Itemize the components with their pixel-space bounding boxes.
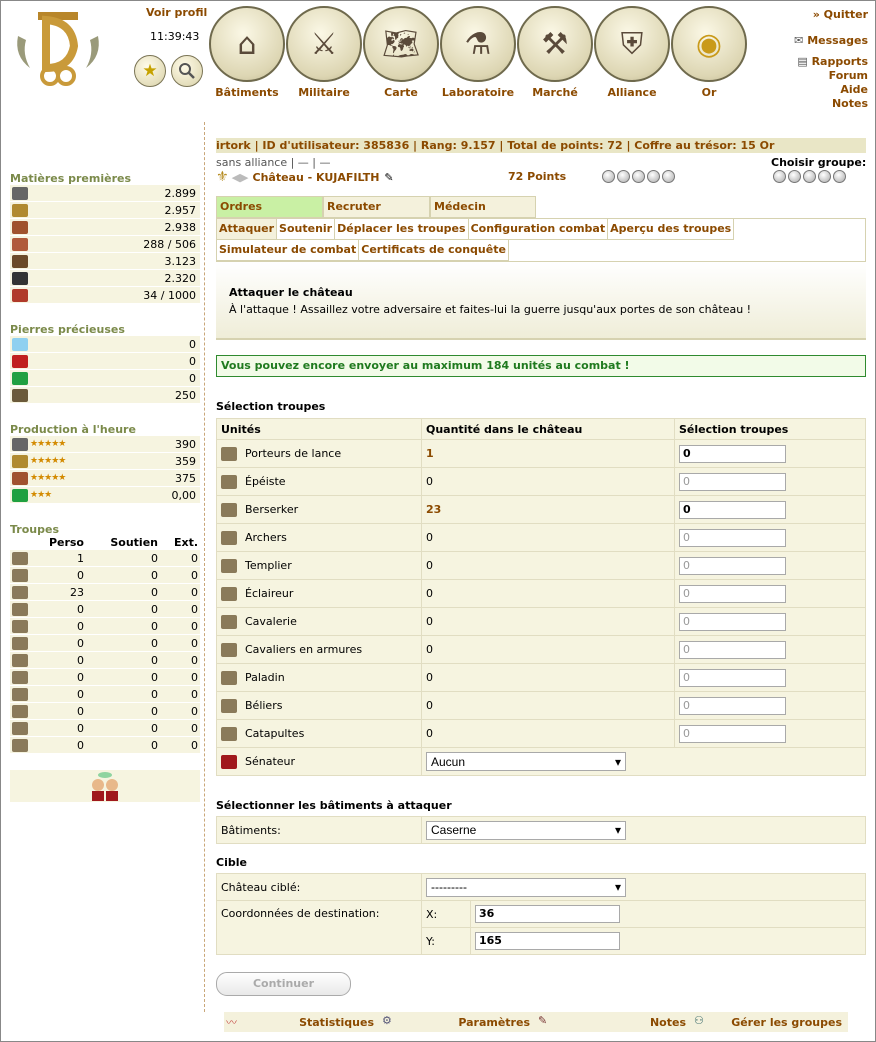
stars-rating: ★★★ [30, 490, 52, 500]
senator-row [217, 748, 866, 776]
help-link[interactable]: Aide [840, 83, 868, 96]
unit-quantity: 0 [426, 559, 433, 572]
subtab-simulateur[interactable]: Simulateur de combat [217, 240, 359, 261]
troop-count: 0 [191, 636, 198, 650]
units-table [216, 418, 866, 776]
coords-label: Coordonnées de destination: [217, 901, 422, 955]
resource-row [10, 387, 200, 403]
unit-selection-input[interactable]: 0 [679, 473, 786, 491]
nav-5[interactable] [593, 6, 671, 99]
troop-selection-title: Sélection troupes [216, 400, 326, 413]
resource-row [10, 270, 200, 286]
production-title: Production à l'heure [10, 423, 136, 436]
forum-link[interactable]: Forum [828, 69, 868, 82]
troop-icon [12, 722, 28, 735]
unit-row [217, 692, 866, 720]
unit-quantity: 0 [426, 643, 433, 656]
resource-icon [12, 238, 28, 251]
troop-count: 0 [191, 602, 198, 616]
description-text: À l'attaque ! Assaillez votre adversaire et faites-lui la guerre jusqu'aux portes de son château ! [229, 303, 752, 316]
tab-ordres[interactable]: Ordres [216, 196, 323, 218]
buildings-select[interactable]: Caserne ▾ [426, 821, 626, 840]
troop-icon [12, 569, 28, 582]
resource-icon [12, 438, 28, 451]
footer-bar [224, 1012, 848, 1032]
target-castle-select[interactable]: --------- ▾ [426, 878, 626, 897]
y-label: Y: [422, 928, 471, 955]
unit-row [217, 440, 866, 468]
unit-row [217, 664, 866, 692]
unit-selection-input[interactable]: 0 [679, 585, 786, 603]
troop-count: 0 [77, 704, 84, 718]
unit-row [217, 496, 866, 524]
nav-label[interactable]: Alliance [607, 86, 657, 99]
troop-count: 23 [70, 585, 84, 599]
subtab-soutenir[interactable]: Soutenir [277, 219, 335, 240]
resource-value: 390 [175, 437, 196, 451]
troop-count: 0 [151, 670, 158, 684]
unit-row [217, 608, 866, 636]
unit-quantity[interactable]: 1 [426, 447, 434, 460]
x-coordinate-input[interactable]: 36 [475, 905, 620, 923]
troop-icon [12, 637, 28, 650]
troop-row [10, 686, 200, 702]
group-circles[interactable] [773, 170, 848, 186]
resource-row [10, 219, 200, 235]
footer-groups-link[interactable]: Gérer les groupes [731, 1015, 842, 1029]
unit-name: Archers [245, 530, 287, 544]
troop-icon [12, 705, 28, 718]
advisors-icon [88, 771, 122, 801]
resource-value: 250 [175, 388, 196, 402]
resource-value: 359 [175, 454, 196, 468]
game-logo[interactable] [10, 6, 106, 88]
resource-row [10, 353, 200, 369]
resource-value: 0 [189, 371, 196, 385]
senator-select[interactable]: Aucun ▾ [426, 752, 626, 771]
unit-icon [221, 531, 237, 545]
unit-row [217, 524, 866, 552]
troops-title: Troupes [10, 523, 59, 536]
sub-tabs [216, 218, 866, 262]
crossed-swords-icon: ⚔ [310, 26, 338, 62]
buildings-label: Bâtiments: [217, 817, 422, 844]
shield-icon: ⛨ [620, 26, 644, 62]
resource-icon [12, 272, 28, 285]
nav-label[interactable]: Laboratoire [441, 86, 515, 99]
settings-icon: ⚙ [382, 1014, 392, 1027]
unit-selection-input[interactable]: 0 [679, 725, 786, 743]
troop-count: 0 [151, 653, 158, 667]
magnifier-icon [178, 62, 196, 80]
resource-icon [12, 187, 28, 200]
column-separator [204, 122, 205, 1012]
stars-rating: ★★★★★ [30, 439, 66, 449]
resource-value: 2.957 [164, 203, 196, 217]
troop-count: 0 [151, 721, 158, 735]
resource-icon [12, 489, 28, 502]
sidebar [10, 170, 200, 802]
notes-icon: ✎ [538, 1014, 548, 1027]
unit-row [217, 580, 866, 608]
x-label: X: [422, 901, 471, 928]
unit-icon [221, 447, 237, 461]
troop-count: 0 [191, 704, 198, 718]
choose-group-label: Choisir groupe: [771, 156, 867, 169]
resource-row [10, 370, 200, 386]
resource-row [10, 470, 200, 486]
senator-icon [221, 755, 237, 769]
top-links [794, 8, 868, 111]
stars-rating: ★★★★★ [30, 456, 66, 466]
units-header-row: Unités Quantité dans le château Sélection troupes [217, 419, 866, 440]
tab-medecin[interactable]: Médecin [430, 196, 536, 218]
unit-name: Paladin [245, 670, 285, 684]
subtab-apercu[interactable]: Aperçu des troupes [608, 219, 734, 240]
resource-icon [12, 338, 28, 351]
troop-row [10, 737, 200, 753]
server-clock: 11:39:43 [150, 30, 200, 43]
castle-points: 72 Points [508, 170, 567, 183]
troop-row [10, 584, 200, 600]
resource-row [10, 453, 200, 469]
unit-selection-input[interactable]: 0 [679, 445, 786, 463]
troop-row [10, 550, 200, 566]
unit-icon [221, 727, 237, 741]
notes-link[interactable]: Notes [831, 97, 868, 110]
resource-value: 0,00 [171, 488, 196, 502]
resource-value: 375 [175, 471, 196, 485]
troop-count: 0 [151, 636, 158, 650]
troop-row [10, 652, 200, 668]
nav-label[interactable]: Marché [532, 86, 578, 99]
unit-name: Berserker [245, 502, 299, 516]
resource-row [10, 287, 200, 303]
dropdown-arrow-icon: ▾ [614, 823, 621, 837]
unit-icon [221, 475, 237, 489]
troops-header: Perso Soutien Ext. [48, 536, 198, 549]
unit-quantity: 0 [426, 615, 433, 628]
reports-icon: ▤ [797, 55, 808, 68]
unit-icon [221, 615, 237, 629]
resource-icon [12, 389, 28, 402]
target-form [216, 873, 866, 955]
nav-1[interactable] [285, 6, 363, 99]
unit-quantity: 0 [426, 475, 433, 488]
resource-value: 2.320 [164, 271, 196, 285]
gold-coin-icon: ◉ [695, 26, 723, 62]
unit-name: Cavaliers en armures [245, 642, 363, 656]
troop-icon [12, 688, 28, 701]
stars-rating: ★★★★★ [30, 473, 66, 483]
resource-icon [12, 255, 28, 268]
unit-quantity[interactable]: 23 [426, 503, 442, 516]
pencil-icon[interactable]: ✎ [384, 170, 394, 184]
resource-value: 0 [189, 354, 196, 368]
troop-count: 0 [77, 721, 84, 735]
view-profile-link[interactable]: Voir profil [146, 6, 208, 19]
nav-label[interactable]: Or [701, 86, 717, 99]
star-icon: ★ [142, 61, 158, 81]
house-icon: ⌂ [237, 26, 257, 62]
troop-row [10, 635, 200, 651]
subtab-deplacer[interactable]: Déplacer les troupes [335, 219, 468, 240]
troop-icon [12, 603, 28, 616]
description-title: Attaquer le château [229, 286, 353, 299]
resource-value: 0 [189, 337, 196, 351]
troop-count: 0 [191, 738, 198, 752]
unit-icon [221, 699, 237, 713]
target-castle-label: Château ciblé: [217, 874, 422, 901]
unit-row [217, 720, 866, 748]
unit-quantity: 0 [426, 671, 433, 684]
unit-icon [221, 671, 237, 685]
resource-icon [12, 455, 28, 468]
gems-title: Pierres précieuses [10, 323, 125, 336]
troop-count: 0 [77, 619, 84, 633]
nav-0[interactable] [208, 6, 286, 99]
troop-count: 0 [151, 568, 158, 582]
resource-row [10, 202, 200, 218]
unit-row [217, 552, 866, 580]
troop-row [10, 601, 200, 617]
unit-selection-input[interactable]: 0 [679, 529, 786, 547]
troop-count: 0 [77, 738, 84, 752]
unit-quantity: 0 [426, 699, 433, 712]
unit-name: Porteurs de lance [245, 446, 342, 460]
resource-row [10, 487, 200, 503]
advisors-panel[interactable] [10, 770, 200, 802]
unit-icon [221, 503, 237, 517]
troop-icon [12, 620, 28, 633]
unit-name: Béliers [245, 698, 283, 712]
player-info-bar: irtork | ID d'utilisateur: 385836 | Rang: 9.157 | Total de points: 72 | Coffre au trésor: 15 Or [216, 138, 866, 153]
map-scroll-icon: 🗺 [381, 26, 421, 62]
troop-count: 0 [191, 551, 198, 565]
unit-icon [221, 559, 237, 573]
reports-link[interactable]: ▤ Rapports [797, 55, 868, 68]
resource-value: 3.123 [164, 254, 196, 268]
unit-selection-input[interactable]: 0 [679, 613, 786, 631]
castle-selector [216, 169, 394, 185]
resource-icon [12, 472, 28, 485]
troop-row [10, 618, 200, 634]
nav-6[interactable] [670, 6, 748, 99]
description-box [216, 262, 866, 340]
messages-link[interactable]: ✉ Messages [794, 34, 868, 47]
prev-castle-arrow[interactable]: ◀ [231, 170, 241, 184]
y-coordinate-input[interactable]: 165 [475, 932, 620, 950]
nav-3[interactable] [439, 6, 517, 99]
unit-row [217, 468, 866, 496]
troop-count: 1 [77, 551, 84, 565]
troop-count: 0 [191, 653, 198, 667]
troop-count: 0 [191, 721, 198, 735]
search-button[interactable] [171, 55, 203, 87]
nav-label[interactable]: Bâtiments [215, 86, 279, 99]
nav-2[interactable] [362, 6, 440, 99]
nav-4[interactable] [516, 6, 594, 99]
resource-value: 34 / 1000 [143, 288, 196, 302]
footer-statistics-link[interactable]: Statistiques [299, 1015, 374, 1029]
subtab-configuration[interactable]: Configuration combat [469, 219, 609, 240]
buildings-section-title: Sélectionner les bâtiments à attaquer [216, 799, 452, 812]
dropdown-arrow-icon: ▾ [614, 880, 621, 894]
troop-count: 0 [191, 619, 198, 633]
troop-row [10, 567, 200, 583]
resource-row [10, 253, 200, 269]
troop-row [10, 703, 200, 719]
resource-icon [12, 221, 28, 234]
raw-materials-title: Matières premières [10, 172, 132, 185]
unit-icon [221, 587, 237, 601]
unit-row [217, 636, 866, 664]
buildings-form [216, 816, 866, 844]
troop-count: 0 [77, 636, 84, 650]
resource-icon [12, 204, 28, 217]
unit-selection-input[interactable]: 0 [679, 557, 786, 575]
troop-count: 0 [191, 568, 198, 582]
favorites-star-button[interactable] [134, 55, 166, 87]
max-units-notice: Vous pouvez encore envoyer au maximum 184 unités au combat ! [216, 355, 866, 377]
groups-icon: ⚇ [694, 1014, 704, 1027]
unit-quantity: 0 [426, 587, 433, 600]
footer-settings-link[interactable]: Paramètres [458, 1015, 530, 1029]
subtab-certificats[interactable]: Certificats de conquête [359, 240, 509, 261]
resource-icon [12, 372, 28, 385]
main-tabs [216, 196, 536, 218]
troop-count: 0 [151, 585, 158, 599]
troop-count: 0 [191, 670, 198, 684]
troop-count: 0 [77, 568, 84, 582]
troop-icon [12, 552, 28, 565]
troop-row [10, 720, 200, 736]
castle-slot-circles[interactable] [602, 170, 677, 186]
resource-row [10, 185, 200, 201]
castle-name[interactable]: Château - KUJAFILTH [252, 170, 380, 184]
unit-name: Templier [245, 558, 292, 572]
troop-count: 0 [151, 619, 158, 633]
troop-icon [12, 654, 28, 667]
continue-button[interactable]: Continuer [216, 972, 351, 996]
resource-icon [12, 289, 28, 302]
gavel-icon: ⚒ [541, 26, 569, 62]
troop-count: 0 [151, 687, 158, 701]
troop-row [10, 669, 200, 685]
resource-value: 2.899 [164, 186, 196, 200]
resource-row [10, 436, 200, 452]
next-castle-arrow[interactable]: ▶ [240, 170, 249, 184]
troop-count: 0 [77, 670, 84, 684]
troop-count: 0 [191, 585, 198, 599]
unit-selection-input[interactable]: 0 [679, 641, 786, 659]
nav-label[interactable]: Militaire [298, 86, 350, 99]
unit-selection-input[interactable]: 0 [679, 697, 786, 715]
dropdown-arrow-icon: ▾ [614, 754, 621, 769]
unit-quantity: 0 [426, 727, 433, 740]
nav-label[interactable]: Carte [384, 86, 418, 99]
footer-notes-link[interactable]: Notes [649, 1015, 686, 1029]
unit-name: Cavalerie [245, 614, 297, 628]
unit-selection-input[interactable]: 0 [679, 669, 786, 687]
unit-selection-input[interactable]: 0 [679, 501, 786, 519]
flask-icon: ⚗ [464, 26, 492, 62]
unit-name: Éclaireur [245, 586, 294, 600]
unit-name: Catapultes [245, 726, 305, 740]
resource-value: 2.938 [164, 220, 196, 234]
troop-icon [12, 586, 28, 599]
unit-icon [221, 643, 237, 657]
troop-count: 0 [77, 602, 84, 616]
unit-name: Épéiste [245, 474, 286, 488]
fleur-de-lis-icon: ⚜ [216, 169, 229, 185]
unit-quantity: 0 [426, 531, 433, 544]
tab-recruter[interactable]: Recruter [323, 196, 430, 218]
troop-count: 0 [151, 738, 158, 752]
troop-count: 0 [191, 687, 198, 701]
resource-value: 288 / 506 [143, 237, 196, 251]
resource-icon [12, 355, 28, 368]
quit-link[interactable]: » Quitter [812, 8, 868, 21]
troop-count: 0 [77, 687, 84, 701]
troop-count: 0 [151, 602, 158, 616]
resource-row [10, 236, 200, 252]
troop-icon [12, 739, 28, 752]
statistics-icon: 〰 [226, 1016, 237, 1029]
unit-name: Sénateur [245, 754, 296, 768]
subtab-attaquer[interactable]: Attaquer [217, 219, 277, 240]
troop-count: 0 [151, 704, 158, 718]
troop-icon [12, 671, 28, 684]
troop-count: 0 [77, 653, 84, 667]
alliance-info: sans alliance | — | — [216, 156, 331, 169]
troop-count: 0 [151, 551, 158, 565]
resource-row [10, 336, 200, 352]
target-section-title: Cible [216, 856, 247, 869]
envelope-icon: ✉ [794, 34, 804, 47]
